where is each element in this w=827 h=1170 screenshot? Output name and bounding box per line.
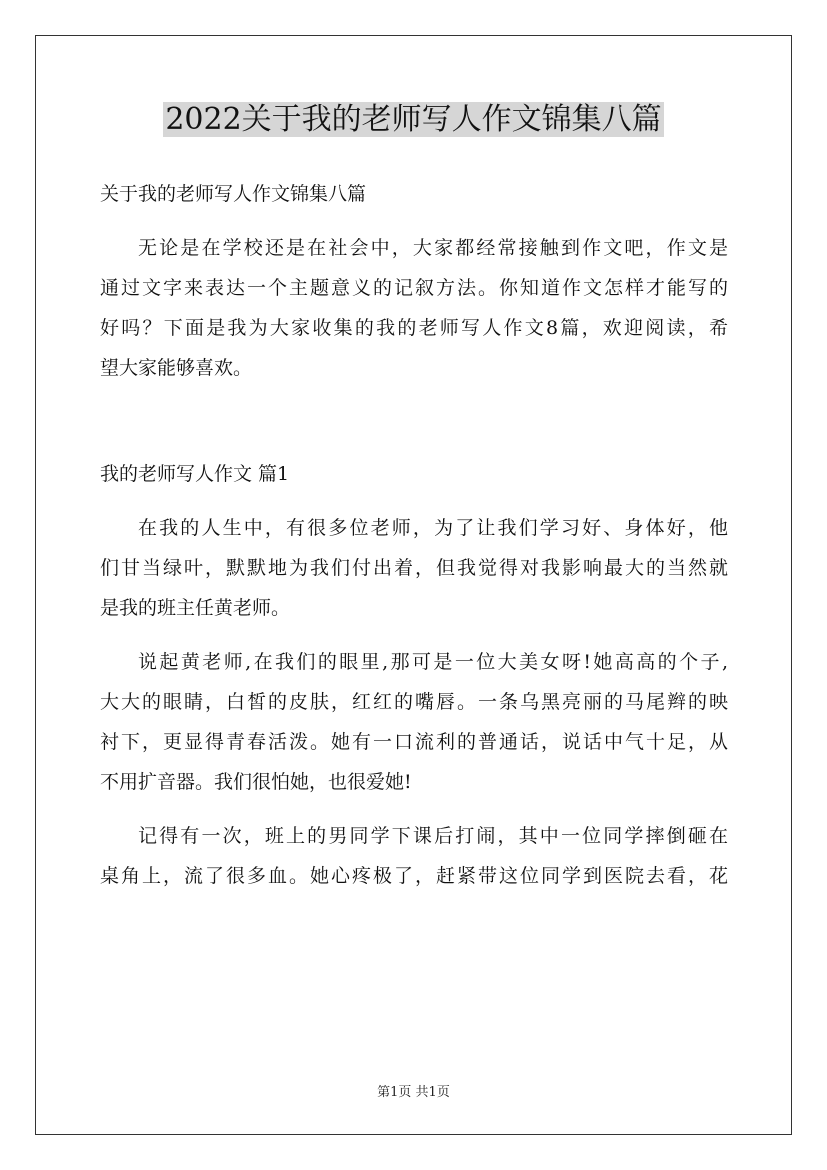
- body-paragraph: [100, 508, 728, 628]
- document-subtitle: 关于我的老师写人作文锦集八篇: [100, 183, 367, 205]
- body-paragraph: [100, 642, 728, 802]
- document-title-text: 2022关于我的老师写人作文锦集八篇: [165, 102, 662, 137]
- paragraph-line: 不用扩音器。我们很怕她，也很爱她!: [100, 771, 412, 793]
- document-body: [100, 174, 728, 896]
- body-paragraph: [100, 816, 728, 896]
- document-title: [0, 96, 827, 144]
- paragraph-line: 说起黄老师,在我们的眼里,那可是一位大美女呀!她高高的个子,: [138, 651, 728, 673]
- paragraph-line: 桌角上，流了很多血。她心疼极了，赶紧带这位同学到医院去看，花: [100, 865, 728, 887]
- paragraph-line: 通过文字来表达一个主题意义的记叙方法。你知道作文怎样才能写的: [100, 277, 728, 299]
- paragraph-line: 大大的眼睛，白皙的皮肤，红红的嘴唇。一条乌黑亮丽的马尾辫的映: [100, 691, 728, 713]
- paragraph-line: 们甘当绿叶，默默地为我们付出着，但我觉得对我影响最大的当然就: [100, 557, 728, 579]
- section-heading: 我的老师写人作文 篇1: [100, 463, 290, 485]
- paragraph-line: 好吗？下面是我为大家收集的我的老师写人作文8篇，欢迎阅读，希: [100, 317, 728, 339]
- paragraph-line: 衬下，更显得青春活泼。她有一口流利的普通话，说话中气十足，从: [100, 731, 728, 753]
- paragraph-line: 望大家能够喜欢。: [100, 357, 253, 379]
- intro-paragraph: [100, 228, 728, 388]
- page-footer: 第1页 共1页: [377, 1085, 450, 1100]
- paragraph-line: 是我的班主任黄老师。: [100, 597, 291, 619]
- paragraph-line: 在我的人生中，有很多位老师，为了让我们学习好、身体好，他: [138, 517, 728, 539]
- paragraph-line: 无论是在学校还是在社会中，大家都经常接触到作文吧，作文是: [138, 237, 728, 259]
- paragraph-line: 记得有一次，班上的男同学下课后打闹，其中一位同学摔倒砸在: [138, 825, 728, 847]
